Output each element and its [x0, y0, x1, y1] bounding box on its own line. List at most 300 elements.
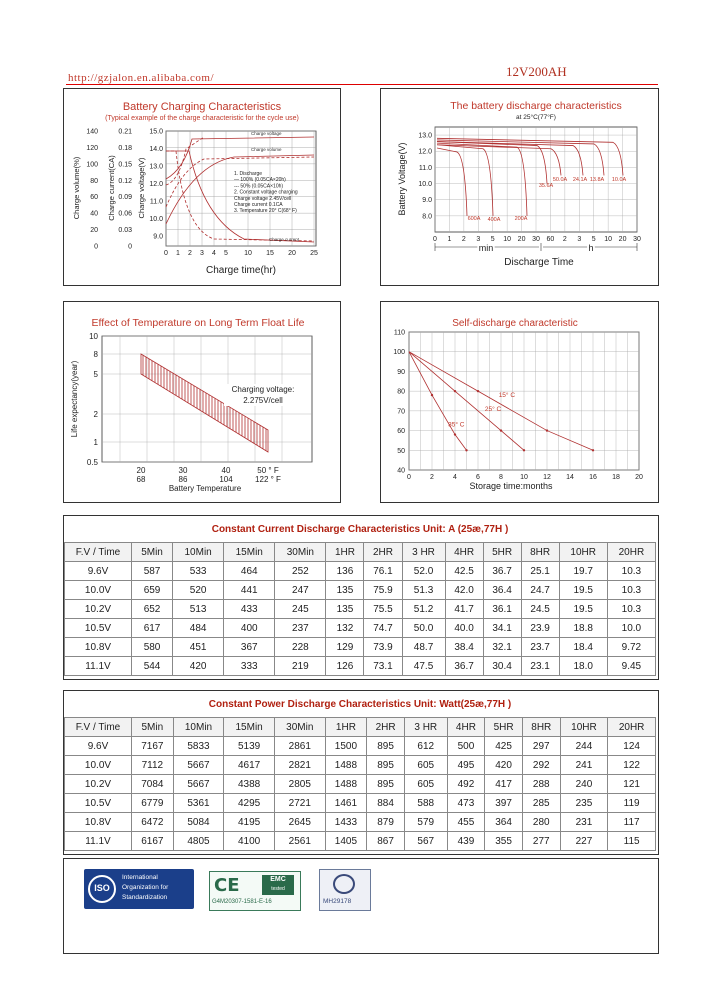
- table-cell: 41.7: [445, 600, 483, 619]
- float-life-x-tick-c: 40: [221, 466, 231, 475]
- table-cell: 500: [447, 737, 485, 756]
- table-cell: 40.0: [445, 619, 483, 638]
- charging-legend-line: Charge current 0.1CA: [234, 202, 283, 208]
- charging-legend-line: 2. Constant voltage charging: [234, 189, 298, 196]
- table-cell: 567: [404, 832, 447, 851]
- table-cell: 5361: [173, 794, 224, 813]
- charging-voltage-tick: 10.0: [149, 216, 163, 223]
- charging-volume-tick: 60: [90, 194, 98, 202]
- table-cell: 492: [447, 775, 485, 794]
- table-cell: 879: [367, 813, 405, 832]
- table-cell: 659: [132, 581, 173, 600]
- table-cell: 241: [560, 756, 608, 775]
- discharge-chart-panel: [380, 88, 659, 286]
- table-cell: 10.2V: [65, 600, 132, 619]
- float-life-annotation-1: Charging voltage:: [231, 385, 295, 394]
- table-cell: 23.7: [521, 638, 559, 657]
- float-life-ylabel: Life expectancy(year): [70, 360, 79, 438]
- table-cell: 297: [522, 737, 560, 756]
- table-row: [65, 581, 656, 600]
- table-cell: 1461: [325, 794, 367, 813]
- charging-x-tick: 2: [188, 250, 192, 257]
- self-discharge-x-tick: 0: [407, 474, 411, 481]
- table-header-cell: 3 HR: [402, 543, 445, 562]
- self-discharge-x-tick: 8: [499, 474, 503, 481]
- self-discharge-curve: [409, 352, 467, 451]
- charging-current-tick: 0.18: [118, 144, 132, 152]
- table-cell: 280: [522, 813, 560, 832]
- iso-logo: [84, 869, 194, 909]
- curve-label-current: Charge current: [269, 237, 300, 242]
- table-cell: 484: [173, 619, 224, 638]
- table-cell: 228: [275, 638, 326, 657]
- discharge-x-tick: 0: [433, 236, 437, 243]
- table-cell: 4805: [173, 832, 224, 851]
- self-discharge-x-tick: 6: [476, 474, 480, 481]
- table-header-cell: 10Min: [173, 543, 224, 562]
- table-header-cell: 30Min: [274, 718, 325, 737]
- table-cell: 1405: [325, 832, 367, 851]
- table-header-cell: 4HR: [445, 543, 483, 562]
- self-discharge-point: [546, 429, 548, 431]
- charging-volume-tick: 80: [90, 177, 98, 185]
- table-row: [65, 638, 656, 657]
- float-life-y-tick: 10: [89, 332, 98, 341]
- table-cell: 5084: [173, 813, 224, 832]
- self-discharge-y-tick: 60: [397, 428, 405, 436]
- table-cell: 7167: [132, 737, 174, 756]
- table-header-cell: 15Min: [224, 543, 275, 562]
- table-cell: 135: [326, 600, 364, 619]
- table-header-cell: F.V / Time: [65, 543, 132, 562]
- charging-current-tick: 0.12: [118, 177, 132, 185]
- table-cell: 1488: [325, 775, 367, 794]
- table-cell: 119: [608, 794, 656, 813]
- table-cell: 579: [404, 813, 447, 832]
- table-cell: 895: [367, 756, 405, 775]
- table-cell: 117: [608, 813, 656, 832]
- discharge-series-label: 50.0A: [552, 177, 568, 183]
- table-cell: 36.7: [445, 657, 483, 676]
- charging-legend-line: Charge voltage 2.45V/cell: [234, 195, 292, 202]
- charging-xlabel: Charge time(hr): [205, 265, 277, 276]
- power-discharge-table: [64, 717, 656, 851]
- table-cell: 10.2V: [65, 775, 132, 794]
- charging-x-tick: 1: [176, 250, 180, 257]
- table-header-cell: F.V / Time: [65, 718, 132, 737]
- table-header-cell: 1HR: [326, 543, 364, 562]
- iso-mark-text: ISO: [94, 883, 110, 893]
- header-rule: [66, 84, 658, 85]
- float-life-chart-panel: [63, 301, 341, 503]
- emc-text: EMC: [270, 876, 286, 883]
- discharge-x-tick: 60: [546, 236, 555, 243]
- self-discharge-point: [465, 449, 467, 451]
- table-cell: 439: [447, 832, 485, 851]
- table-cell: 19.5: [559, 600, 607, 619]
- self-discharge-x-tick: 20: [635, 474, 643, 481]
- charging-volume-tick: 20: [90, 227, 98, 235]
- table-row: [65, 657, 656, 676]
- table-cell: 32.1: [483, 638, 521, 657]
- table-header-cell: 15Min: [224, 718, 275, 737]
- table-header-cell: 2HR: [367, 718, 405, 737]
- table-header-cell: 10HR: [560, 718, 608, 737]
- charging-current-tick: 0.09: [118, 194, 132, 202]
- self-discharge-title: Self-discharge characteristic: [452, 318, 578, 329]
- charging-ylabel-current: Charge current(CA): [107, 155, 116, 221]
- self-discharge-x-tick: 2: [430, 474, 434, 481]
- table-cell: 237: [275, 619, 326, 638]
- discharge-y-tick: 13.0: [418, 132, 432, 140]
- discharge-series-label: 400A: [487, 217, 501, 223]
- charging-current-tick: 0.15: [118, 161, 132, 169]
- discharge-x-tick: 10: [503, 236, 512, 243]
- discharge-series-label: 13.8A: [589, 177, 605, 183]
- table-cell: 1433: [325, 813, 367, 832]
- table-cell: 73.9: [364, 638, 402, 657]
- table-cell: 51.3: [402, 581, 445, 600]
- self-discharge-series-label: 25° C: [484, 405, 502, 413]
- table-row: [65, 794, 656, 813]
- table-row: [65, 813, 656, 832]
- table-header-cell: 5Min: [132, 718, 174, 737]
- discharge-series-label: 24.1A: [572, 177, 588, 183]
- table-cell: 895: [367, 737, 405, 756]
- table-cell: 30.4: [483, 657, 521, 676]
- self-discharge-x-tick: 12: [543, 474, 551, 481]
- self-discharge-series-label: 15° C: [498, 392, 516, 400]
- charging-x-tick: 10: [244, 250, 252, 257]
- discharge-series-label: 10.0A: [611, 177, 627, 183]
- charging-x-tick: 4: [212, 250, 216, 257]
- curve-label-voltage: Charge voltage: [251, 131, 282, 136]
- table-cell: 245: [275, 600, 326, 619]
- table-cell: 433: [224, 600, 275, 619]
- table-cell: 48.7: [402, 638, 445, 657]
- table-cell: 2645: [274, 813, 325, 832]
- table-cell: 10.0V: [65, 581, 132, 600]
- table-cell: 115: [608, 832, 656, 851]
- table-cell: 240: [560, 775, 608, 794]
- table-cell: 9.6V: [65, 737, 132, 756]
- table-cell: 235: [560, 794, 608, 813]
- discharge-y-tick: 8.0: [422, 213, 432, 221]
- table-cell: 10.8V: [65, 813, 132, 832]
- self-discharge-point: [523, 449, 525, 451]
- discharge-x-tick: 1: [447, 236, 452, 243]
- discharge-y-tick: 12.0: [418, 148, 432, 156]
- table-cell: 451: [173, 638, 224, 657]
- table-cell: 18.8: [559, 619, 607, 638]
- charging-x-tick: 25: [310, 250, 318, 257]
- iso-text-1: International: [122, 874, 158, 881]
- table-cell: 4295: [224, 794, 275, 813]
- self-discharge-chart-panel: [380, 301, 659, 503]
- table-cell: 292: [522, 756, 560, 775]
- table-cell: 10.8V: [65, 638, 132, 657]
- table-header-cell: 8HR: [522, 718, 560, 737]
- table-cell: 473: [447, 794, 485, 813]
- table-header-cell: 10Min: [173, 718, 224, 737]
- discharge-y-tick: 11.0: [418, 164, 432, 172]
- table-header-cell: 10HR: [559, 543, 607, 562]
- emc-badge: [262, 875, 294, 895]
- ul-code: MH29178: [323, 898, 352, 905]
- table-cell: 367: [224, 638, 275, 657]
- discharge-x-tick: 20: [618, 236, 627, 243]
- discharge-unit-h: h: [588, 243, 594, 253]
- float-life-annotation-2: 2.275V/cell: [243, 396, 283, 405]
- charging-x-tick: 0: [164, 250, 168, 257]
- table-cell: 135: [326, 581, 364, 600]
- float-life-y-tick: 5: [93, 370, 98, 379]
- table-cell: 24.7: [521, 581, 559, 600]
- discharge-curve-200A: [437, 143, 527, 216]
- self-discharge-series-label: 35° C: [448, 421, 465, 429]
- table-cell: 9.6V: [65, 562, 132, 581]
- source-url[interactable]: http://gzjalon.en.alibaba.com/: [68, 72, 215, 84]
- iso-mark: [88, 875, 116, 903]
- table-header-cell: 20HR: [607, 543, 655, 562]
- table-cell: 520: [173, 581, 224, 600]
- table-cell: 10.0: [607, 619, 655, 638]
- table-cell: 2821: [274, 756, 325, 775]
- charging-voltage-tick: 14.0: [149, 146, 163, 153]
- table-cell: 895: [367, 775, 405, 794]
- charging-current-tick: 0: [128, 243, 132, 251]
- self-discharge-y-tick: 80: [397, 388, 405, 396]
- ce-code: G4M20307-1581-E-16: [212, 899, 272, 905]
- table-cell: 1488: [325, 756, 367, 775]
- table-cell: 588: [404, 794, 447, 813]
- table-cell: 5667: [173, 775, 224, 794]
- charging-volume-tick: 120: [86, 144, 98, 152]
- table-cell: 4195: [224, 813, 275, 832]
- self-discharge-y-tick: 100: [393, 349, 405, 357]
- charging-ylabel-volume: Charge volume(%): [72, 156, 81, 220]
- table-cell: 612: [404, 737, 447, 756]
- discharge-x-tick: 5: [490, 236, 495, 243]
- table-cell: 455: [447, 813, 485, 832]
- ul-mark-icon: [333, 874, 355, 894]
- table-cell: 10.3: [607, 562, 655, 581]
- charging-current-tick: 0.03: [118, 227, 132, 235]
- table-cell: 10.3: [607, 581, 655, 600]
- table-cell: 7084: [132, 775, 174, 794]
- table-cell: 364: [485, 813, 523, 832]
- discharge-ylabel: Battery Voltage(V): [397, 142, 407, 216]
- table-cell: 50.0: [402, 619, 445, 638]
- table-cell: 2561: [274, 832, 325, 851]
- table-row: [65, 600, 656, 619]
- discharge-y-tick: 9.0: [422, 197, 432, 205]
- table-cell: 1500: [325, 737, 367, 756]
- table-cell: 18.0: [559, 657, 607, 676]
- discharge-chart-subtitle: at 25°C(77°F): [516, 114, 556, 121]
- charging-volume-tick: 140: [86, 128, 98, 136]
- discharge-x-tick: 2: [562, 236, 567, 243]
- table-header-row: [65, 718, 656, 737]
- table-cell: 23.1: [521, 657, 559, 676]
- charging-ylabel-voltage: Charge voltage(V): [137, 157, 146, 219]
- charging-legend-line: --- 50% (0.05CA×10h): [234, 183, 284, 190]
- charging-legend-line: 3. Temperature 20° C(68° F): [234, 208, 297, 215]
- table-cell: 5833: [173, 737, 224, 756]
- discharge-curve-50.0A: [437, 145, 561, 176]
- float-life-x-tick-c: 50 ° F: [257, 466, 279, 475]
- table-cell: 11.1V: [65, 657, 132, 676]
- table-cell: 605: [404, 756, 447, 775]
- table-cell: 75.9: [364, 581, 402, 600]
- table-cell: 25.1: [521, 562, 559, 581]
- table-cell: 42.0: [445, 581, 483, 600]
- float-life-x-tick-f: 68: [136, 475, 146, 484]
- power-table-title: Constant Power Discharge Characteristics Unit: Watt(25æ,77H ): [208, 699, 512, 710]
- discharge-y-tick: 10.0: [418, 181, 432, 189]
- discharge-series-label: 35.6A: [538, 183, 554, 189]
- charging-legend-line: 1. Discharge: [234, 171, 263, 177]
- discharge-chart: [381, 89, 658, 285]
- table-cell: 4617: [224, 756, 275, 775]
- table-cell: 333: [224, 657, 275, 676]
- table-cell: 277: [522, 832, 560, 851]
- self-discharge-x-tick: 10: [520, 474, 528, 481]
- table-header-cell: 1HR: [325, 718, 367, 737]
- float-life-xlabel: Battery Temperature: [168, 484, 242, 493]
- table-cell: 129: [326, 638, 364, 657]
- float-life-y-tick: 8: [93, 350, 98, 359]
- discharge-x-tick: 30: [532, 236, 540, 243]
- table-cell: 18.4: [559, 638, 607, 657]
- self-discharge-point: [454, 433, 456, 435]
- table-cell: 219: [275, 657, 326, 676]
- discharge-x-tick: 20: [517, 236, 526, 243]
- table-cell: 6472: [132, 813, 174, 832]
- table-cell: 247: [275, 581, 326, 600]
- table-cell: 884: [367, 794, 405, 813]
- float-life-x-tick-c: 30: [178, 466, 188, 475]
- charging-voltage-tick: 9.0: [153, 233, 163, 241]
- table-header-cell: 4HR: [447, 718, 485, 737]
- table-cell: 23.9: [521, 619, 559, 638]
- table-cell: 24.5: [521, 600, 559, 619]
- table-row: [65, 619, 656, 638]
- table-cell: 587: [132, 562, 173, 581]
- table-cell: 4388: [224, 775, 275, 794]
- charging-chart-subtitle: (Typical example of the charge characteristic for the cycle use): [105, 115, 299, 122]
- table-cell: 7112: [132, 756, 174, 775]
- table-cell: 464: [224, 562, 275, 581]
- table-cell: 36.1: [483, 600, 521, 619]
- table-cell: 417: [485, 775, 523, 794]
- iso-text-3: Standardization: [122, 894, 168, 901]
- charging-volume-tick: 100: [86, 161, 98, 169]
- table-cell: 76.1: [364, 562, 402, 581]
- charging-chart-title: Battery Charging Characteristics: [122, 101, 282, 113]
- table-header-cell: 2HR: [364, 543, 402, 562]
- table-cell: 2805: [274, 775, 325, 794]
- current-discharge-table: [64, 542, 656, 676]
- table-cell: 74.7: [364, 619, 402, 638]
- discharge-x-tick: 3: [476, 236, 481, 243]
- table-cell: 11.1V: [65, 832, 132, 851]
- charging-volume-tick: 0: [94, 243, 98, 251]
- discharge-xlabel: Discharge Time: [504, 257, 574, 268]
- table-cell: 513: [173, 600, 224, 619]
- charging-legend-line: — 100% (0.05CA×20h): [234, 177, 286, 184]
- table-cell: 652: [132, 600, 173, 619]
- charging-current-tick: 0.06: [118, 210, 132, 218]
- emc-sub: tested: [271, 886, 285, 892]
- table-cell: 6779: [132, 794, 174, 813]
- table-cell: 420: [485, 756, 523, 775]
- discharge-chart-title: The battery discharge characteristics: [450, 100, 622, 112]
- self-discharge-y-tick: 90: [397, 368, 405, 376]
- table-cell: 47.5: [402, 657, 445, 676]
- self-discharge-point: [431, 394, 433, 396]
- self-discharge-xlabel: Storage time:months: [469, 481, 553, 491]
- model-number: 12V200AH: [506, 64, 567, 79]
- table-cell: 34.1: [483, 619, 521, 638]
- self-discharge-x-tick: 18: [612, 474, 620, 481]
- table-cell: 400: [224, 619, 275, 638]
- float-life-y-tick: 1: [93, 438, 98, 447]
- table-header-cell: 3 HR: [404, 718, 447, 737]
- table-cell: 355: [485, 832, 523, 851]
- discharge-unit-min: min: [478, 243, 494, 253]
- self-discharge-point: [500, 429, 502, 431]
- table-cell: 397: [485, 794, 523, 813]
- table-cell: 867: [367, 832, 405, 851]
- table-cell: 10.3: [607, 600, 655, 619]
- table-cell: 5139: [224, 737, 275, 756]
- float-life-y-tick: 2: [93, 410, 98, 419]
- table-cell: 533: [173, 562, 224, 581]
- table-cell: 52.0: [402, 562, 445, 581]
- self-discharge-x-tick: 14: [566, 474, 574, 481]
- table-cell: 36.7: [483, 562, 521, 581]
- float-life-chart: [64, 302, 340, 502]
- table-cell: 244: [560, 737, 608, 756]
- charge-voltage-curve-50: [166, 137, 204, 185]
- self-discharge-chart: [381, 302, 658, 502]
- table-cell: 10.5V: [65, 619, 132, 638]
- table-cell: 4100: [224, 832, 275, 851]
- self-discharge-y-tick: 70: [397, 408, 405, 416]
- table-cell: 580: [132, 638, 173, 657]
- table-cell: 617: [132, 619, 173, 638]
- discharge-x-tick: 10: [604, 236, 613, 243]
- table-cell: 6167: [132, 832, 174, 851]
- table-cell: 285: [522, 794, 560, 813]
- float-life-title: Effect of Temperature on Long Term Float Life: [91, 317, 305, 329]
- table-cell: 19.5: [559, 581, 607, 600]
- table-cell: 5667: [173, 756, 224, 775]
- table-cell: 132: [326, 619, 364, 638]
- table-header-cell: 5Min: [132, 543, 173, 562]
- table-cell: 10.5V: [65, 794, 132, 813]
- float-life-y-tick: 0.5: [86, 458, 98, 467]
- table-cell: 75.5: [364, 600, 402, 619]
- self-discharge-x-tick: 4: [453, 474, 457, 481]
- charging-volume-tick: 40: [90, 210, 98, 218]
- table-row: [65, 562, 656, 581]
- charging-voltage-tick: 13.0: [149, 163, 163, 171]
- discharge-x-tick: 30: [633, 236, 641, 243]
- table-row: [65, 775, 656, 794]
- self-discharge-point: [592, 449, 594, 451]
